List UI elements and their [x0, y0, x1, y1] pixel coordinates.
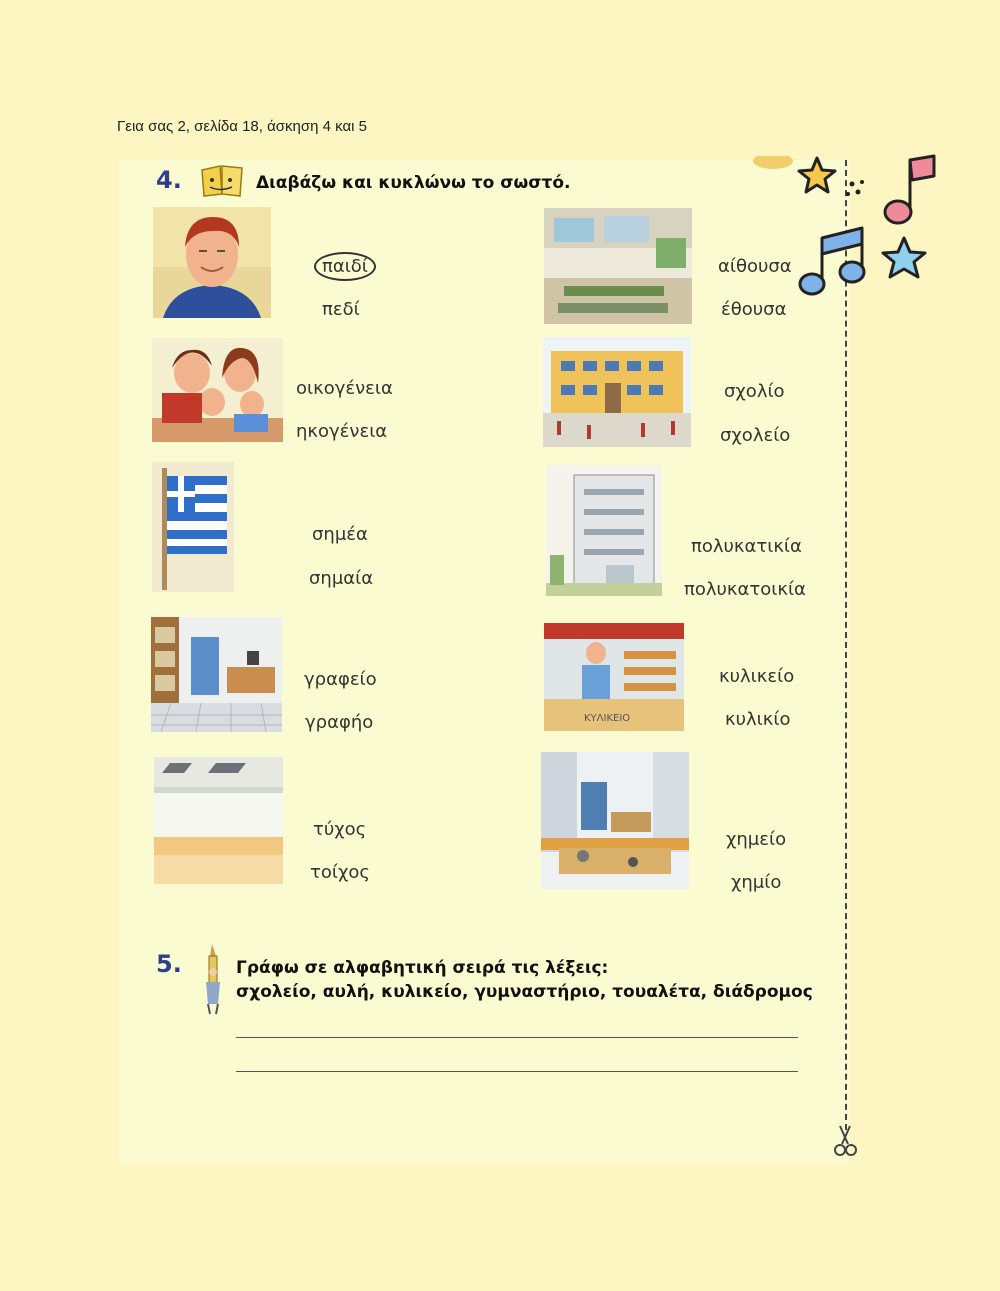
exercise-4-title: Διαβάζω και κυκλώνω το σωστό.: [256, 173, 571, 193]
office-picture: [151, 617, 282, 732]
word-option[interactable]: έθουσα: [721, 299, 787, 320]
school-picture: [543, 337, 691, 447]
exercise-5-title: Γράφω σε αλφαβητική σειρά τις λέξεις:: [236, 958, 609, 978]
word-option[interactable]: πολυκατικία: [691, 536, 802, 557]
word-option[interactable]: ηκογένεια: [296, 421, 388, 442]
pencil-figure-icon: [200, 942, 226, 1016]
family-picture: [152, 338, 283, 442]
book-icon: [198, 160, 246, 200]
canteen-picture: [544, 623, 684, 731]
cut-line: [845, 160, 847, 1130]
wall-picture: [154, 757, 283, 884]
scissors-icon: [830, 1124, 860, 1158]
answer-line[interactable]: [236, 1071, 798, 1072]
stars-and-notes-icon: [796, 154, 940, 300]
word-option[interactable]: τύχος: [313, 819, 367, 840]
header-text: Γεια σας 2, σελίδα 18, άσκηση 4 και 5: [117, 118, 367, 135]
word-option[interactable]: γραφείο: [304, 669, 377, 690]
word-option[interactable]: σημαία: [309, 568, 374, 589]
word-option[interactable]: παιδί: [314, 252, 376, 281]
exercise-5-word-list: σχολείο, αυλή, κυλικείο, γυμναστήριο, τουαλέτα, διάδρομος: [236, 982, 813, 1002]
flag-picture: [152, 462, 234, 592]
word-option[interactable]: οικογένεια: [296, 378, 393, 399]
word-option[interactable]: τοίχος: [310, 862, 370, 883]
word-option[interactable]: σχολείο: [720, 425, 791, 446]
classroom-picture: [544, 208, 692, 324]
building-picture: [546, 465, 662, 596]
lab-picture: [541, 752, 689, 889]
exercise-4-number: 4.: [156, 166, 182, 194]
word-option[interactable]: χημείο: [726, 829, 787, 850]
word-option[interactable]: σχολίο: [724, 381, 785, 402]
word-option[interactable]: γραφήο: [305, 712, 374, 733]
coin-decoration: [752, 156, 794, 170]
word-option[interactable]: κυλικείο: [719, 666, 795, 687]
word-option[interactable]: πολυκατοικία: [684, 579, 806, 600]
word-option[interactable]: κυλικίο: [725, 709, 791, 730]
exercise-5-number: 5.: [156, 950, 182, 978]
svg-text:ΚΥΛΙΚΕΙΟ: ΚΥΛΙΚΕΙΟ: [584, 713, 631, 724]
word-option[interactable]: πεδί: [322, 299, 360, 320]
answer-line[interactable]: [236, 1037, 798, 1038]
boy-picture: [153, 207, 271, 318]
word-option[interactable]: αίθουσα: [718, 256, 792, 277]
word-option[interactable]: σημέα: [312, 524, 368, 545]
word-option[interactable]: χημίο: [731, 872, 782, 893]
